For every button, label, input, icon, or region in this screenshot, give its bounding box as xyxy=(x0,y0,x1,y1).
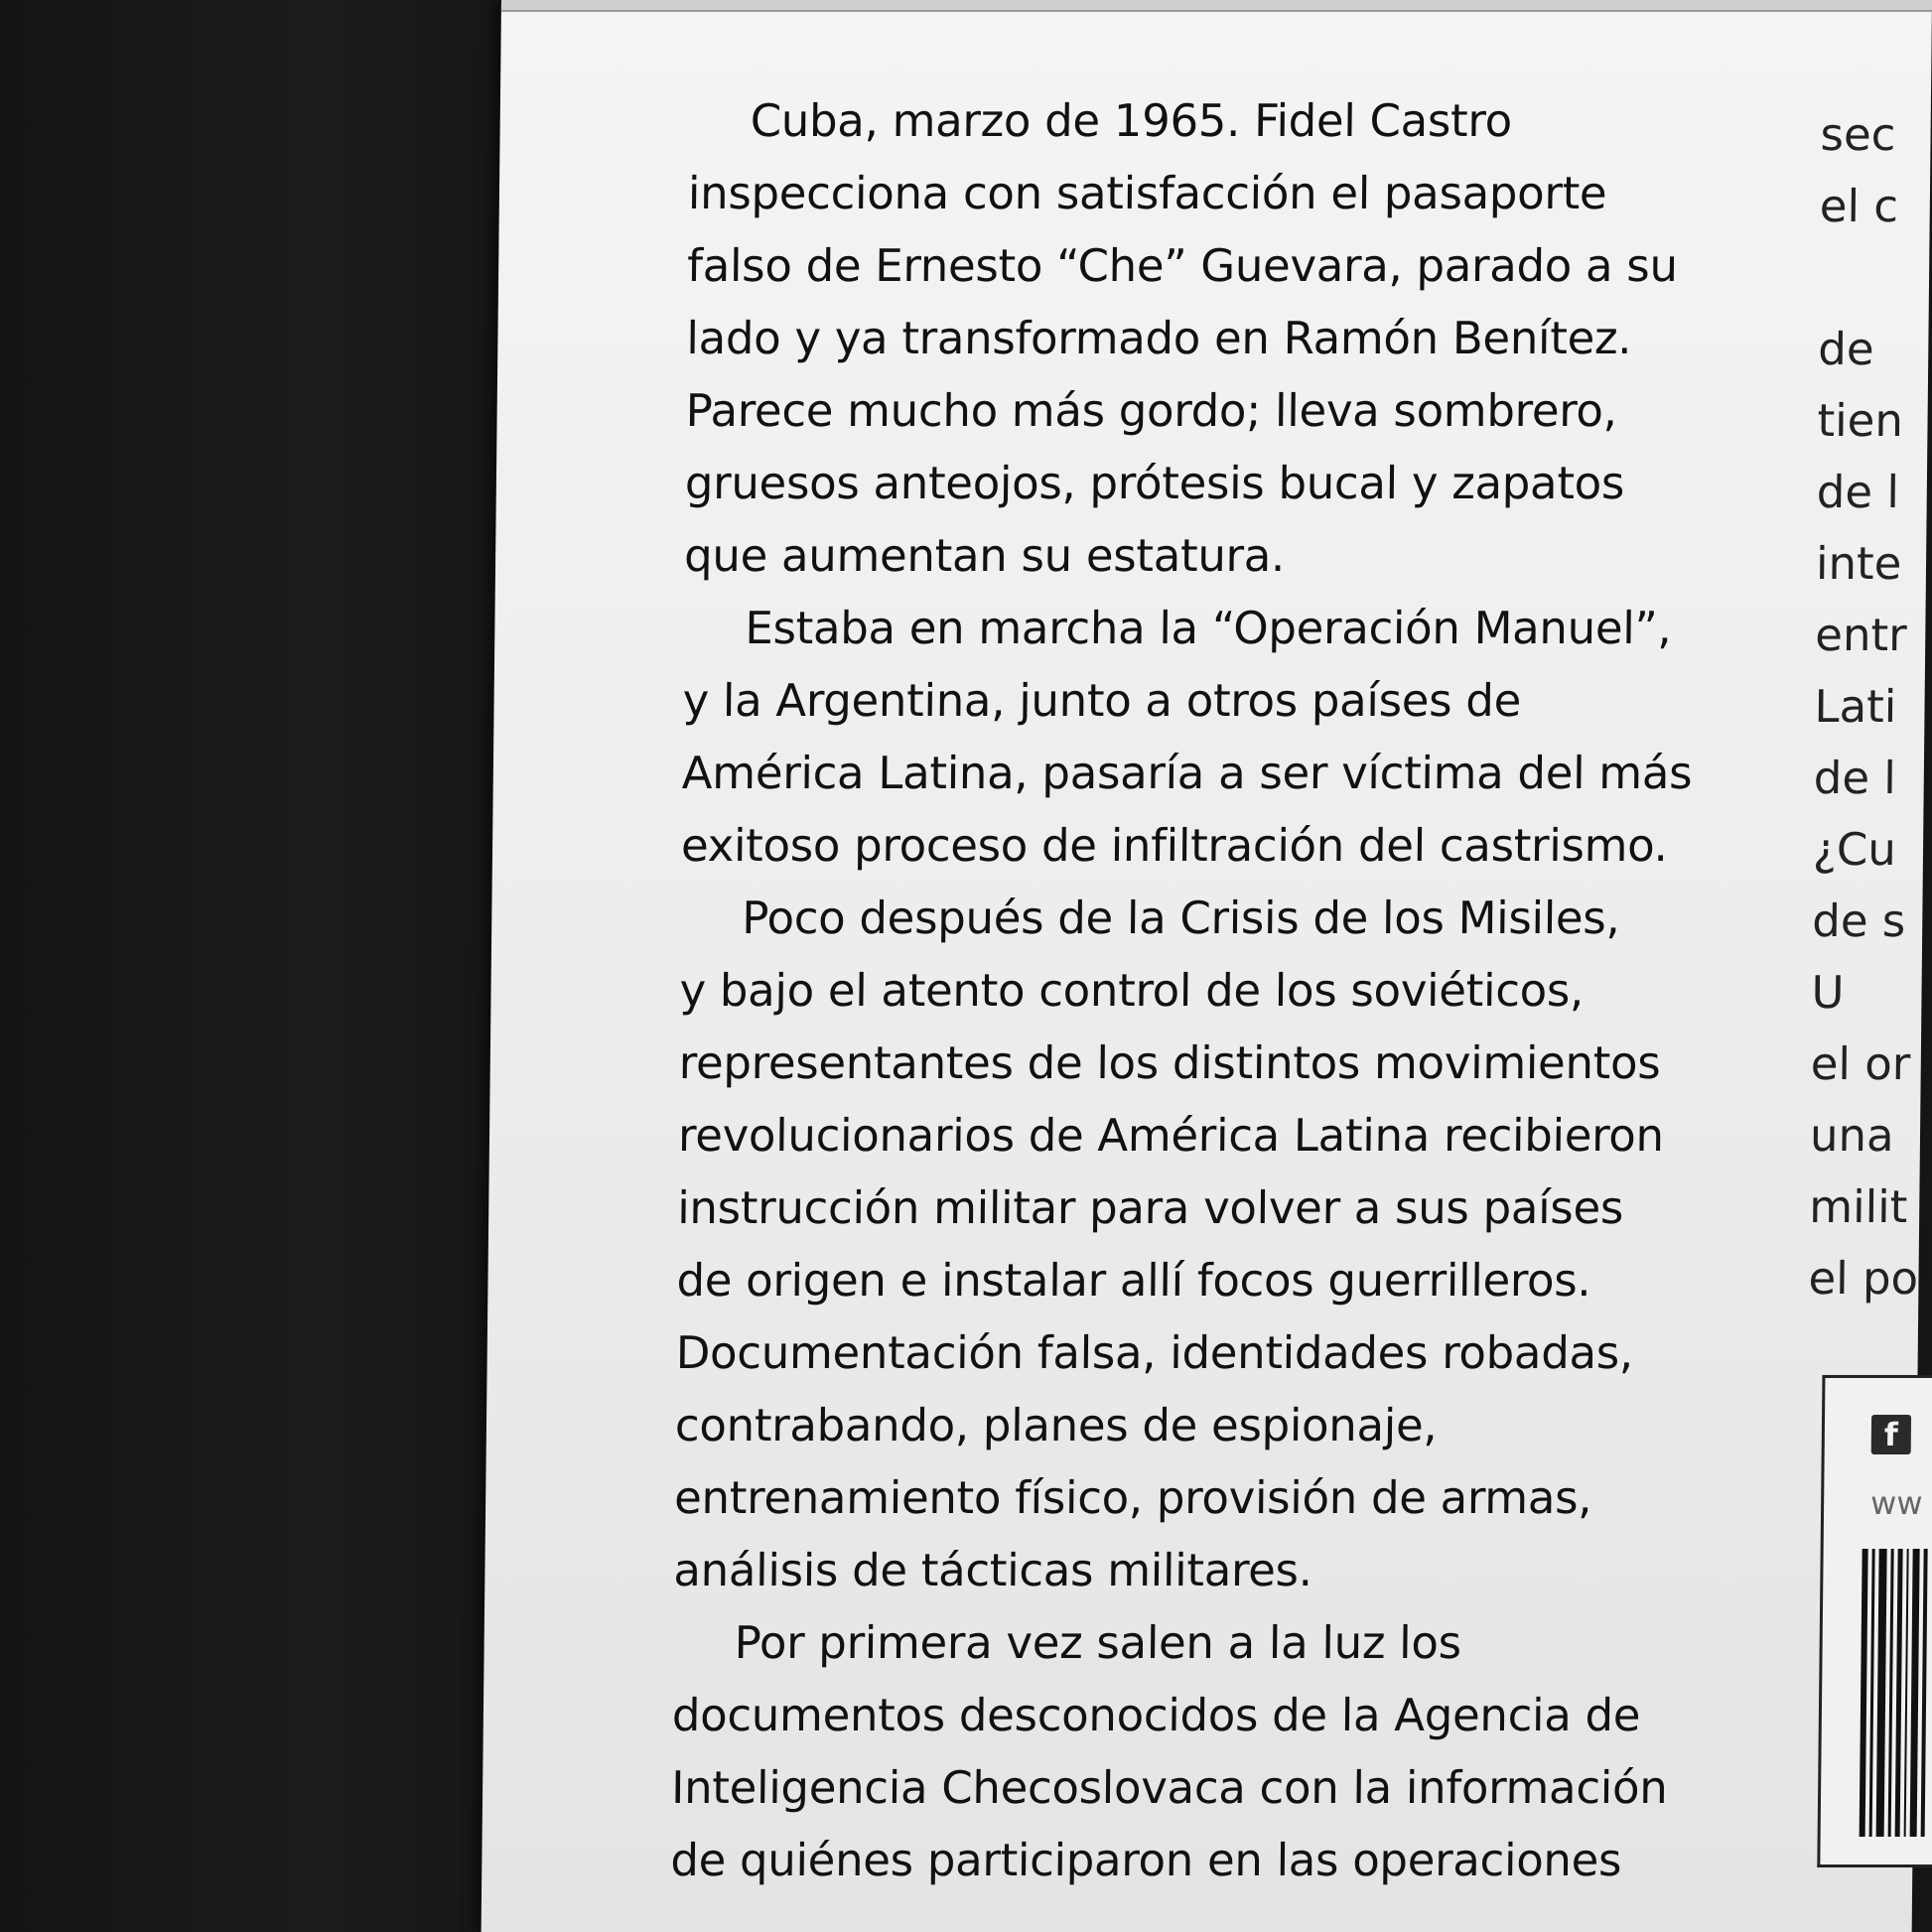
synopsis-text xyxy=(670,84,1731,1896)
text-line: y la Argentina, junto a otros países de xyxy=(682,674,1522,727)
text-line: y bajo el atento control de los soviéticos, xyxy=(679,964,1585,1017)
text-line: lado y ya transformado en Ramón Benítez. xyxy=(686,312,1632,364)
text-line: exitoso proceso de infiltración del castrismo. xyxy=(680,819,1668,872)
book-back-cover xyxy=(482,0,1932,1932)
barcode-icon xyxy=(1858,1549,1930,1837)
text-fragment: inte xyxy=(1815,537,1902,590)
text-fragment xyxy=(1819,242,1932,314)
text-fragment: una xyxy=(1809,1109,1894,1162)
text-line: gruesos anteojos, prótesis bucal y zapatos xyxy=(684,457,1625,509)
text-fragment: sec xyxy=(1820,108,1896,161)
text-line: de origen e instalar allí focos guerrilleros. xyxy=(676,1254,1591,1307)
text-line: entrenamiento físico, provisión de armas, xyxy=(673,1471,1592,1524)
text-line: falso de Ernesto “Che” Guevara, parado a su xyxy=(686,239,1678,292)
text-fragment: de s xyxy=(1812,895,1906,947)
dark-background xyxy=(0,0,536,1932)
text-fragment: ¿Cu xyxy=(1812,823,1897,876)
text-line: revolucionarios de América Latina recibieron xyxy=(677,1109,1665,1162)
text-line: que aumentan su estatura. xyxy=(683,529,1286,582)
text-line: análisis de tácticas militares. xyxy=(673,1544,1313,1596)
text-fragment: de l xyxy=(1816,466,1900,518)
text-fragment: de xyxy=(1818,323,1874,375)
text-line: Inteligencia Checoslovaca con la información xyxy=(670,1761,1668,1814)
text-line: inspecciona con satisfacción el pasaporte xyxy=(687,167,1607,219)
text-fragment: el c xyxy=(1819,180,1899,232)
website-url-fragment: ww xyxy=(1869,1484,1923,1522)
text-fragment: tien xyxy=(1817,394,1904,447)
text-line: Documentación falsa, identidades robadas, xyxy=(675,1326,1634,1379)
text-line: de quiénes participaron en las operaciones xyxy=(670,1834,1622,1886)
text-line: Por primera vez salen a la luz los xyxy=(734,1616,1462,1669)
text-line: América Latina, pasaría a ser víctima del más xyxy=(681,747,1693,799)
text-line: Estaba en marcha la “Operación Manuel”, xyxy=(745,602,1672,654)
text-line: representantes de los distintos movimientos xyxy=(678,1036,1661,1089)
cropped-second-column xyxy=(1808,99,1932,1314)
text-fragment: milit xyxy=(1808,1180,1908,1233)
text-fragment: Lati xyxy=(1814,680,1897,733)
text-line: Parece mucho más gordo; lleva sombrero, xyxy=(685,384,1617,437)
text-line: contrabando, planes de espionaje, xyxy=(674,1399,1438,1451)
text-fragment: el po xyxy=(1808,1252,1919,1305)
text-line: Poco después de la Crisis de los Misiles, xyxy=(742,892,1620,944)
facebook-icon: f xyxy=(1871,1415,1911,1454)
text-fragment: de l xyxy=(1813,752,1897,804)
text-line: instrucción militar para volver a sus países xyxy=(676,1181,1624,1234)
text-fragment: el or xyxy=(1810,1037,1911,1090)
text-fragment: U xyxy=(1811,966,1845,1019)
text-line: documentos desconocidos de la Agencia de xyxy=(671,1689,1641,1741)
text-line: Cuba, marzo de 1965. Fidel Castro xyxy=(750,94,1513,147)
cover-top-edge xyxy=(501,0,1932,12)
text-fragment: entr xyxy=(1815,609,1907,661)
